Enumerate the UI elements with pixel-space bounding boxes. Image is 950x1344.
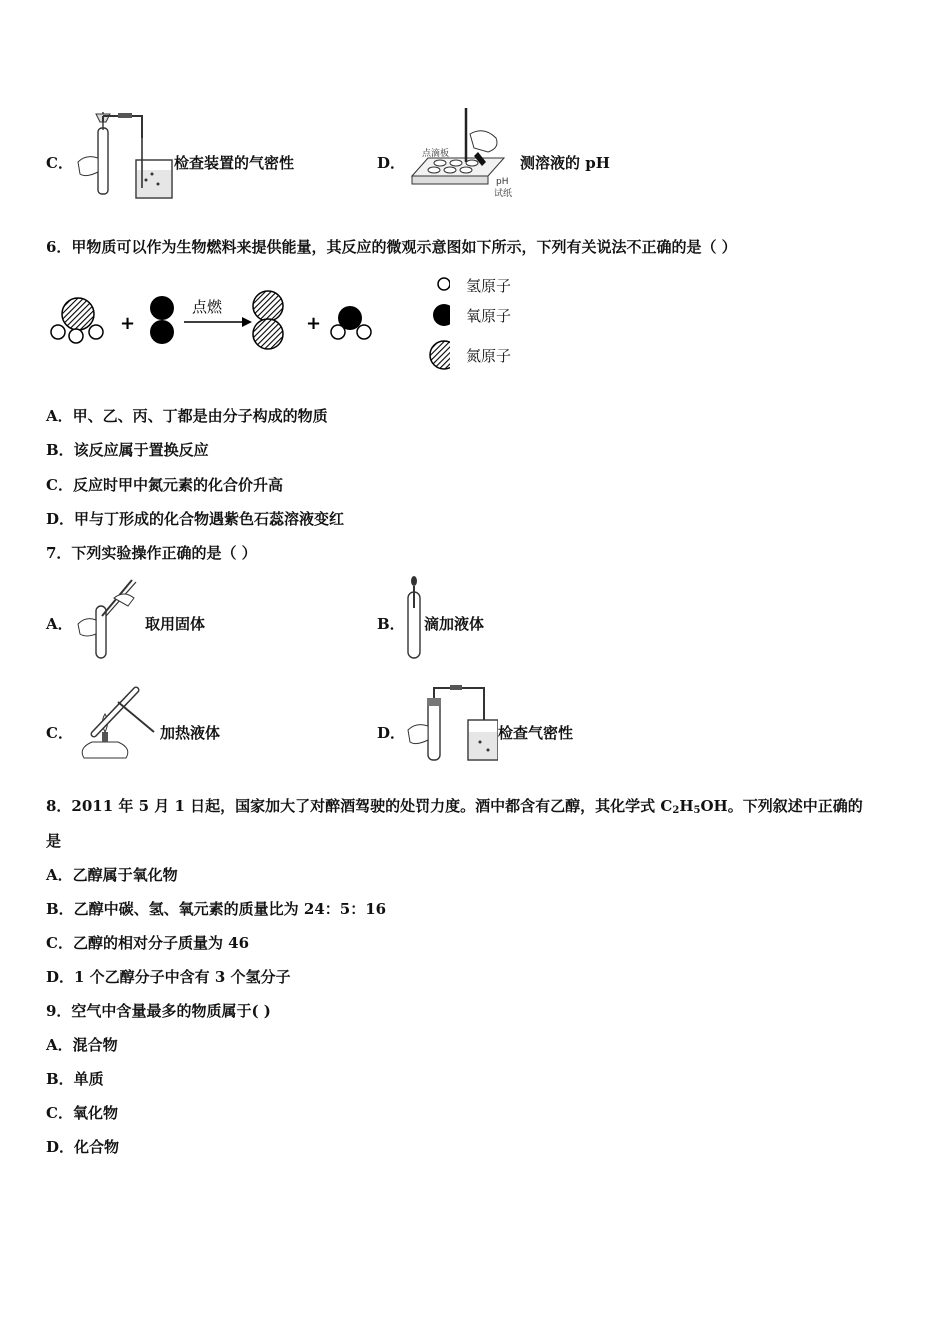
q7-option-c-letter[interactable]: C． [46,724,73,742]
arrow-condition-label: 点燃 [192,298,223,316]
q9-option-b[interactable]: B．单质 [46,1070,104,1088]
molecule-yi [150,296,174,344]
q7-option-d-letter[interactable]: D． [377,724,406,742]
ph-figure-ph-label: pH [496,177,509,187]
q7-option-b-letter[interactable]: B． [377,615,405,633]
q8-stem [46,795,863,816]
legend-nitrogen-label: 氮原子 [466,347,512,365]
q8-formula-sub-1: 2 [672,805,680,816]
q6-stem: 6．甲物质可以作为生物燃料来提供能量，其反应的微观示意图如下所示，下列有关说法不正确的是（ ） [46,238,737,256]
q9-option-d[interactable]: D．化合物 [46,1138,120,1156]
q8-option-a[interactable]: A．乙醇属于氧化物 [46,866,178,884]
q8-formula-h: H [679,797,694,815]
molecule-ding [331,306,371,339]
q9-option-a[interactable]: A．混合物 [46,1036,118,1054]
molecule-jia [51,298,103,343]
plus-sign-2: + [306,313,322,334]
oxygen-atom-marker [433,304,450,326]
drop-liquid-figure [402,574,426,660]
q7-option-c-text: 加热液体 [160,724,221,742]
q8-option-b[interactable]: B．乙醇中碳、氢、氧元素的质量比为 24：5：16 [46,900,387,918]
q5-option-d-letter[interactable]: D． [377,154,406,172]
molecule-bing [253,291,283,349]
q6-option-d[interactable]: D．甲与丁形成的化合物遇紫色石蕊溶液变红 [46,510,345,528]
take-solid-figure [74,576,144,660]
q5-option-c-text: 检查装置的气密性 [174,154,295,172]
airtightness-apparatus-figure [74,108,174,202]
legend-hydrogen-label: 氢原子 [466,277,512,295]
hydrogen-atom-marker [438,278,450,290]
q8-stem-pre: 8．2011 年 5 月 1 日起，国家加大了对醉酒驾驶的处罚力度。酒中都含有乙醇，其化学式 C [46,797,673,815]
q6-option-a[interactable]: A．甲、乙、丙、丁都是由分子构成的物质 [46,407,328,425]
q7-option-a-letter[interactable]: A． [46,615,73,633]
check-airtightness-figure [404,680,498,762]
q8-stem-line2: 是 [46,832,62,850]
q7-option-a-text: 取用固体 [145,615,206,633]
q5-option-c-letter[interactable]: C． [46,154,73,172]
q8-option-c[interactable]: C．乙醇的相对分子质量为 46 [46,934,250,952]
legend-oxygen-label: 氧原子 [466,307,512,325]
q7-stem: 7．下列实验操作正确的是（ ） [46,544,257,562]
ph-figure-paper-label: 试纸 [494,189,513,199]
heat-liquid-figure [74,682,160,762]
q7-option-d-text: 检查气密性 [498,724,574,742]
q6-option-c[interactable]: C．反应时甲中氮元素的化合价升高 [46,476,283,494]
q8-formula-sub-2: 5 [693,805,701,816]
q7-option-b-text: 滴加液体 [424,615,485,633]
reaction-micro-diagram [46,284,386,354]
q9-stem: 9．空气中含量最多的物质属于( ) [46,1002,271,1020]
ph-figure-plate-label: 点滴板 [422,149,450,159]
q8-stem-post: OH。下列叙述中正确的 [700,797,863,815]
q8-option-d[interactable]: D．1 个乙醇分子中含有 3 个氢分子 [46,968,291,986]
q5-option-d-text: 测溶液的 pH [520,154,610,172]
nitrogen-atom-marker [430,341,450,369]
legend-markers [428,272,450,372]
q9-option-c[interactable]: C．氧化物 [46,1104,118,1122]
q6-option-b[interactable]: B．该反应属于置换反应 [46,441,209,459]
ph-test-figure [404,104,520,202]
plus-sign-1: + [120,313,136,334]
